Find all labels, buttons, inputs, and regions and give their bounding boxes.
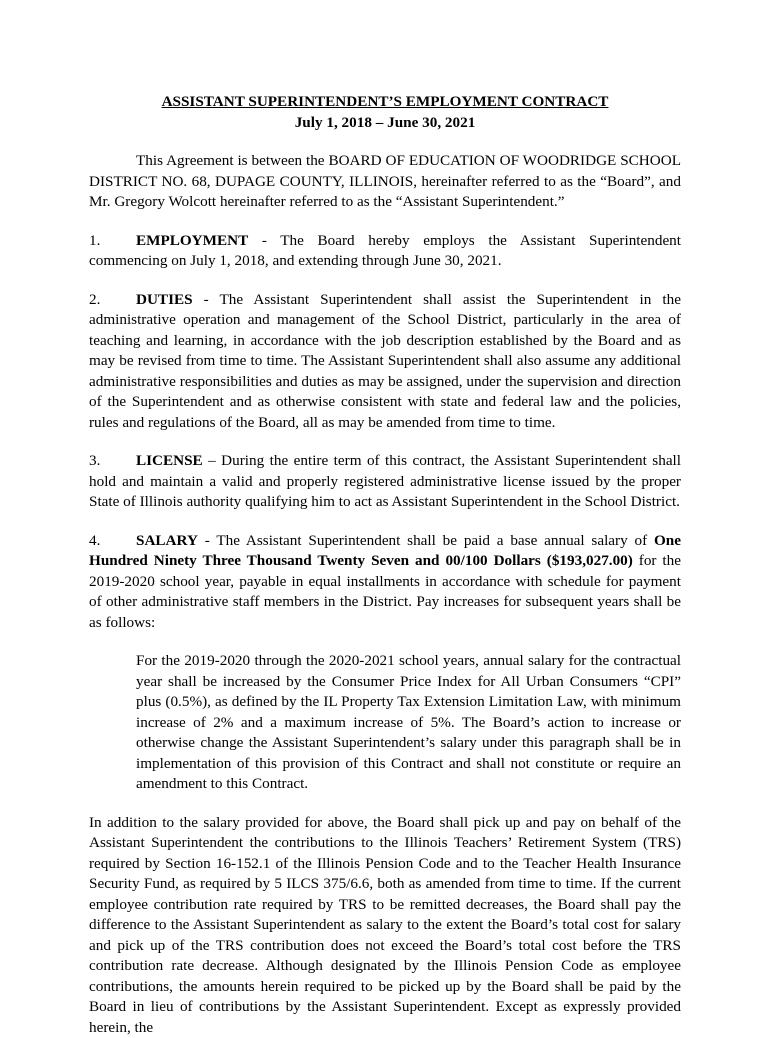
section-text: for the 2019-2020 school year, payable in equal installments in accordance with schedule for payment of other administrative staff members in the District. Pay increases for subsequent years shall be as follows: <box>89 552 681 631</box>
section-heading: SALARY <box>136 532 198 549</box>
section-text: - The Assistant Superintendent shall assist the Superintendent in the administrative operation and management of the School District, particularly in the area of teaching and learning, in accordance with the job description established by the Board and as may be revised from time to time. The Assistant Superintendent shall also assume any additional administrative responsibilities and duties as may be assigned, under the supervision and direction of the Superintendent and as otherwise consistent with state and federal law and the policies, rules and regulations of the Board, all as may be amended from time to time. <box>89 291 681 431</box>
document-title: ASSISTANT SUPERINTENDENT’S EMPLOYMENT CONTRACT <box>89 92 681 113</box>
section-text: - The Assistant Superintendent shall be paid a base annual salary of <box>198 532 654 549</box>
section-number: 1. <box>89 231 136 252</box>
document-body <box>89 92 681 1038</box>
section-heading: LICENSE <box>136 452 203 469</box>
section-heading: DUTIES <box>136 291 193 308</box>
section-number: 4. <box>89 531 136 552</box>
section-license <box>89 451 681 513</box>
trs-paragraph: In addition to the salary provided for above, the Board shall pick up and pay on behalf of the Assistant Superintendent the contributions to the Illinois Teachers’ Retirement System (TRS) required by Section 16-152.1 of the Illinois Pension Code and to the Teacher Health Insurance Security Fund, as required by 5 ILCS 375/6.6, both as amended from time to time. If the current employee contribution rate required by TRS to be remitted decreases, the Board shall pay the difference to the Assistant Superintendent as salary to the extent the Board’s total cost for salary and pick up of the TRS contribution does not exceed the Board’s total cost before the TRS contribution rate decrease. Although designated by the Illinois Pension Code as employee contributions, the amounts herein required to be picked up by the Board shall be paid by the Board in lieu of contributions by the Assistant Superintendent. Except as expressly provided herein, the <box>89 813 681 1038</box>
section-heading: EMPLOYMENT <box>136 232 248 249</box>
section-salary <box>89 531 681 634</box>
section-number: 2. <box>89 290 136 311</box>
section-duties <box>89 290 681 434</box>
section-text: - The Board hereby employs the Assistant Superintendent commencing on July 1, 2018, and extending through June 30, 2021. <box>89 232 681 270</box>
section-text: – During the entire term of this contract, the Assistant Superintendent shall hold and maintain a valid and properly registered administrative license issued by the proper State of Illinois authority qualifying him to act as Assistant Superintendent in the School District. <box>89 452 681 510</box>
intro-paragraph: This Agreement is between the BOARD OF EDUCATION OF WOODRIDGE SCHOOL DISTRICT NO. 68, DUPAGE COUNTY, ILLINOIS, hereinafter referred to as the “Board”, and Mr. Gregory Wolcott hereinafter referred to as the “Assistant Superintendent.” <box>89 151 681 213</box>
contract-dates: July 1, 2018 – June 30, 2021 <box>89 113 681 134</box>
section-employment <box>89 231 681 272</box>
section-number: 3. <box>89 451 136 472</box>
salary-increase-clause: For the 2019-2020 through the 2020-2021 school years, annual salary for the contractual year shall be increased by the Consumer Price Index for All Urban Consumers “CPI” plus (0.5%), as defined by the IL Property Tax Extension Limitation Law, with minimum increase of 2% and a maximum increase of 5%. The Board’s action to increase or otherwise change the Assistant Superintendent’s salary under this paragraph shall be in implementation of this provision of this Contract and shall not constitute or require an amendment to this Contract. <box>136 651 681 795</box>
salary-amount: One Hundred Ninety Three Thousand Twenty Seven and 00/100 Dollars ($193,027.00) <box>89 532 681 570</box>
